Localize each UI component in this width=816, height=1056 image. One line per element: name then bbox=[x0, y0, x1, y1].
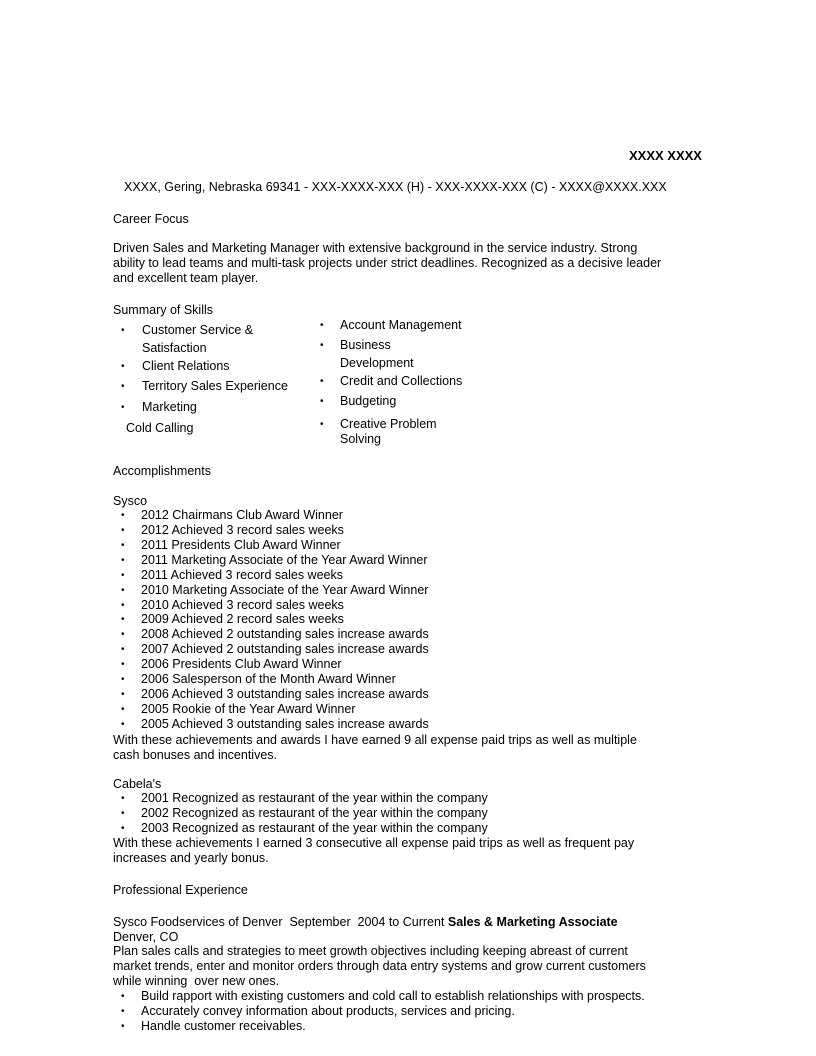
list-item bbox=[113, 1004, 645, 1019]
bullet-icon: • bbox=[121, 584, 125, 596]
list-item-text: 2010 Marketing Associate of the Year Award Winner bbox=[141, 582, 429, 597]
list-item bbox=[113, 642, 429, 657]
bullet-icon: • bbox=[121, 659, 125, 671]
skill-item-continued: Solving bbox=[340, 432, 381, 446]
list-item bbox=[113, 806, 488, 821]
list-item bbox=[113, 568, 429, 583]
list-item-text: 2001 Recognized as restaurant of the year within the company bbox=[141, 791, 488, 805]
list-item bbox=[113, 657, 429, 672]
company-cabelas: Cabela's bbox=[113, 777, 162, 791]
skill-item: Business bbox=[340, 338, 391, 352]
bullet-icon: • bbox=[121, 807, 125, 819]
skill-item: Budgeting bbox=[340, 394, 397, 408]
list-item bbox=[113, 538, 429, 553]
job-location: Denver, CO bbox=[113, 930, 179, 944]
bullet-icon: • bbox=[121, 1020, 125, 1032]
list-item-text: 2005 Rookie of the Year Award Winner bbox=[141, 701, 356, 716]
career-focus-heading: Career Focus bbox=[113, 212, 189, 226]
bullet-icon: • bbox=[121, 991, 125, 1002]
skill-item: Credit and Collections bbox=[340, 374, 463, 388]
bullet-icon: • bbox=[121, 703, 125, 715]
bullet-icon: • bbox=[121, 822, 125, 834]
description-line: market trends, enter and monitor orders through data entry systems and grow current customers bbox=[113, 959, 646, 973]
cabelas-summary bbox=[113, 836, 634, 866]
job-title: Sales & Marketing Associate bbox=[447, 915, 618, 929]
bullet-icon: • bbox=[320, 320, 324, 331]
list-item bbox=[113, 672, 429, 687]
bullet-icon: • bbox=[121, 599, 125, 611]
bullet-icon: • bbox=[121, 325, 125, 336]
skill-item: Territory Sales Experience bbox=[142, 379, 288, 393]
bullet-icon: • bbox=[121, 569, 125, 581]
list-item bbox=[113, 627, 429, 642]
list-item bbox=[113, 598, 429, 613]
contact-line: XXXX, Gering, Nebraska 69341 - XXX-XXXX-XXX (H) - XXX-XXXX-XXX (C) - XXXX@XXXX.XXX bbox=[124, 180, 667, 194]
skill-item: Customer Service & bbox=[142, 323, 254, 337]
career-focus-line: Driven Sales and Marketing Manager with extensive background in the service industry. Strong bbox=[113, 241, 638, 255]
bullet-icon: • bbox=[320, 419, 324, 430]
list-item-text: 2011 Presidents Club Award Winner bbox=[141, 537, 341, 552]
list-item bbox=[113, 612, 429, 627]
skill-item-continued: Development bbox=[340, 356, 414, 370]
list-item bbox=[113, 1019, 645, 1034]
bullet-icon: • bbox=[121, 614, 125, 626]
description-line: while winning over new ones. bbox=[113, 974, 280, 988]
accomplishments-heading: Accomplishments bbox=[113, 464, 211, 478]
list-item-text: Build rapport with existing customers and cold call to establish relationships with prospects. bbox=[141, 989, 645, 1003]
summary-line: cash bonuses and incentives. bbox=[113, 748, 277, 762]
experience-heading: Professional Experience bbox=[113, 883, 248, 897]
bullet-icon: • bbox=[320, 376, 324, 387]
bullet-icon: • bbox=[121, 510, 125, 521]
skill-item: Cold Calling bbox=[126, 421, 194, 435]
company-sysco: Sysco bbox=[113, 494, 148, 508]
skill-item: Client Relations bbox=[142, 359, 230, 373]
bullet-icon: • bbox=[121, 629, 125, 641]
skill-item: Creative Problem bbox=[340, 417, 437, 431]
list-item bbox=[113, 989, 645, 1004]
list-item bbox=[113, 523, 429, 538]
list-item-text: 2002 Recognized as restaurant of the year within the company bbox=[141, 805, 488, 820]
list-item-text: 2003 Recognized as restaurant of the year within the company bbox=[141, 820, 488, 835]
list-item bbox=[113, 791, 488, 806]
list-item-text: 2011 Achieved 3 record sales weeks bbox=[141, 567, 343, 582]
description-line: Plan sales calls and strategies to meet growth objectives including keeping abreast of current bbox=[113, 944, 628, 958]
candidate-name: XXXX XXXX bbox=[629, 148, 702, 163]
list-item bbox=[113, 583, 429, 598]
skill-item-continued: Satisfaction bbox=[142, 341, 207, 355]
bullet-icon: • bbox=[121, 1005, 125, 1017]
list-item-text: Accurately convey information about products, services and pricing. bbox=[141, 1003, 515, 1018]
bullet-icon: • bbox=[121, 524, 125, 536]
bullet-icon: • bbox=[121, 644, 125, 656]
job-employer-dates: Sysco Foodservices of Denver September 2004 to Current bbox=[113, 915, 448, 929]
list-item-text: Handle customer receivables. bbox=[141, 1018, 306, 1033]
summary-line: With these achievements I earned 3 consecutive all expense paid trips as well as frequent pay bbox=[113, 836, 635, 850]
bullet-icon: • bbox=[121, 402, 125, 413]
bullet-icon: • bbox=[320, 340, 324, 351]
list-item-text: 2006 Presidents Club Award Winner bbox=[141, 657, 342, 672]
bullet-icon: • bbox=[121, 539, 125, 551]
career-focus-text bbox=[113, 241, 661, 286]
list-item-text: 2012 Chairmans Club Award Winner bbox=[141, 508, 343, 522]
bullet-icon: • bbox=[121, 689, 125, 701]
list-item bbox=[113, 508, 429, 523]
job-duties-list bbox=[113, 989, 645, 1034]
sysco-summary bbox=[113, 733, 637, 763]
career-focus-line: ability to lead teams and multi-task projects under strict deadlines. Recognized as a decisive leader bbox=[113, 256, 662, 270]
list-item bbox=[113, 702, 429, 717]
list-item-text: 2010 Achieved 3 record sales weeks bbox=[141, 597, 344, 612]
list-item-text: 2012 Achieved 3 record sales weeks bbox=[141, 522, 344, 537]
cabelas-accomplishments-list bbox=[113, 791, 488, 836]
career-focus-line: and excellent team player. bbox=[113, 271, 259, 285]
list-item-text: 2008 Achieved 2 outstanding sales increase awards bbox=[141, 627, 429, 642]
list-item bbox=[113, 717, 429, 732]
bullet-icon: • bbox=[121, 718, 125, 730]
job-header bbox=[113, 915, 618, 930]
bullet-icon: • bbox=[121, 361, 125, 372]
summary-line: With these achievements and awards I have earned 9 all expense paid trips as well as multiple bbox=[113, 733, 637, 747]
list-item-text: 2006 Salesperson of the Month Award Winner bbox=[141, 672, 396, 687]
bullet-icon: • bbox=[121, 554, 125, 566]
skills-heading: Summary of Skills bbox=[113, 303, 214, 317]
list-item-text: 2007 Achieved 2 outstanding sales increase awards bbox=[141, 642, 429, 657]
skill-item: Marketing bbox=[142, 400, 197, 414]
summary-line: increases and yearly bonus. bbox=[113, 851, 269, 865]
bullet-icon: • bbox=[121, 381, 125, 392]
bullet-icon: • bbox=[121, 793, 125, 804]
list-item-text: 2005 Achieved 3 outstanding sales increase awards bbox=[141, 716, 429, 731]
list-item-text: 2009 Achieved 2 record sales weeks bbox=[141, 612, 344, 627]
list-item bbox=[113, 687, 429, 702]
list-item-text: 2006 Achieved 3 outstanding sales increase awards bbox=[141, 687, 429, 702]
skill-item: Account Management bbox=[340, 318, 462, 332]
list-item bbox=[113, 553, 429, 568]
list-item-text: 2011 Marketing Associate of the Year Award Winner bbox=[141, 552, 428, 567]
bullet-icon: • bbox=[121, 674, 125, 686]
sysco-accomplishments-list bbox=[113, 508, 429, 732]
list-item bbox=[113, 821, 488, 836]
job-description bbox=[113, 944, 646, 989]
bullet-icon: • bbox=[320, 396, 324, 407]
